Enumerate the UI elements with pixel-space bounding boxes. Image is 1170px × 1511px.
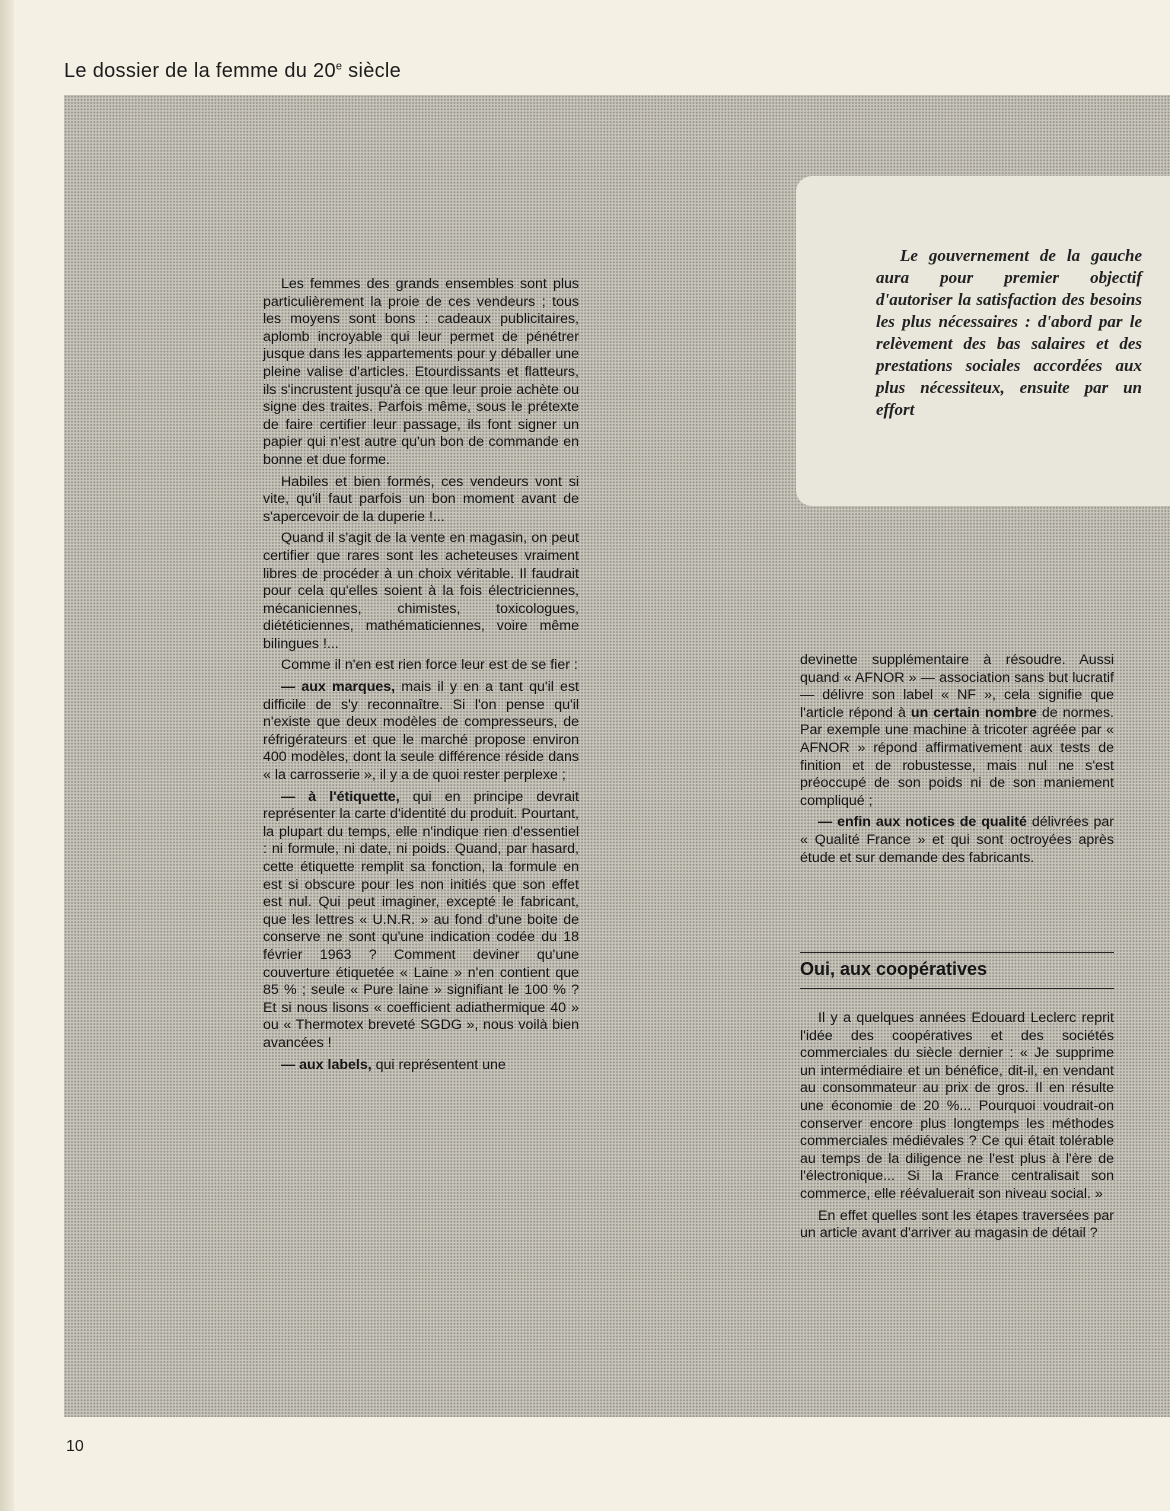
right-column-bottom <box>800 1010 1114 1247</box>
paragraph <box>263 1057 579 1075</box>
bold-lead: — aux marques, <box>281 679 396 696</box>
paragraph-text: délivrées par « Qualité France » et qui sont octroyées après étude et sur demande des fabricants. <box>800 814 1115 866</box>
right-column-top <box>800 652 1114 871</box>
paragraph <box>263 679 579 785</box>
paragraph: Comme il n'en est rien force leur est de se fier : <box>281 657 578 674</box>
header-superscript: e <box>335 60 343 73</box>
pull-quote <box>876 245 1142 421</box>
section-heading: Oui, aux coopératives <box>800 959 988 979</box>
bold-lead: — aux labels, <box>281 1056 372 1073</box>
pull-quote-text: Le gouvernement de la gauche aura pour premier objectif d'autoriser la satisfaction des besoins les plus nécessaires : d'abord par le relèvement des bas salaires et des prestations sociales accordées aux plus nécessiteux, ensuite par un effort <box>876 246 1142 419</box>
left-column <box>263 276 579 1078</box>
page-number: 10 <box>66 1438 84 1455</box>
bold-lead: — à l'étiquette, <box>281 788 400 805</box>
paragraph: Quand il s'agit de la vente en magasin, on peut certifier que rares sont les acheteuses vraiment libres de procéder à un choix véritable. Il faudrait pour cela qu'elles soient à la fois électriciennes, mécaniciennes, chimistes, toxicologues, diététiciennes, mathématiciennes, voire même bilingues !... <box>263 530 579 652</box>
paragraph-text: mais il y en a tant qu'il est difficile de s'y reconnaître. Si l'on pense qu'il n'existe que deux modèles de compresseurs, de réfrigérateurs et que le marché propose environ 400 modèles, dont la seule différence réside dans « la carrosserie », il y a de quoi rester perplexe ; <box>263 679 579 784</box>
section-rule-bottom <box>800 988 1114 989</box>
header-title: Le dossier de la femme du 20 <box>64 60 336 82</box>
paragraph <box>800 814 1114 867</box>
paragraph: Il y a quelques années Edouard Leclerc reprit l'idée des coopératives et des sociétés commerciales du siècle dernier : « Je supprime un intermédiaire et un bénéfice, dit-il, en vendant au consommateur au prix de gros. Il en résulte une économie de 20 %... Pourquoi voudrait-on conserver encore plus longtemps les méthodes commerciales médiévales ? Ce qui était tolérable au temps de la diligence ne l'est plus à l'ère de l'électronique... Si la France centralisait son commerce, elle réévaluerait son niveau social. » <box>800 1010 1114 1202</box>
header-title-end: siècle <box>342 60 402 82</box>
paragraph <box>800 652 1114 810</box>
paragraph-text: de normes. Par exemple une machine à tricoter agréée par « AFNOR » répond affirmativement aux tests de finition et de robustesse, mais nul ne s'est préoccupé de son poids ni de son maniement compliqué ; <box>800 704 1114 809</box>
paragraph-text: qui en principe devrait représenter la carte d'identité du produit. Pourtant, la plupart du temps, elle n'indique rien d'essentiel : ni formule, ni date, ni poids. Quand, par hasard, cette étiquette remplit sa fonction, la formule en est si obscure pour les non initiés que son effet est nul. Qui peut imaginer, excepté le fabricant, que les lettres « U.N.R. » au fond d'une boite de conserve ne sont qu'une indication codée du 18 février 1963 ? Comment deviner qu'une couverture étiquetée « Laine » n'en contient que 85 % ; seule « Pure laine » signifiant le 100 % ? Et si nous lisons « coefficient adiathermique 40 » ou « Thermotex breveté SGDG », nous voilà bien avancées ! <box>263 788 579 1051</box>
paragraph <box>263 789 579 1053</box>
running-header <box>64 60 401 83</box>
paragraph-text: qui représentent une <box>371 1056 506 1073</box>
page-edge <box>0 0 14 1511</box>
bold-phrase: un certain nombre <box>910 704 1037 721</box>
paragraph-text: devinette supplémentaire à résoudre. Aussi quand « AFNOR » — association sans but lucratif — délivre son label « NF », cela signifie que l'article répond à <box>800 652 1114 721</box>
paragraph: En effet quelles sont les étapes traversées par un article avant d'arriver au magasin de détail ? <box>800 1207 1114 1242</box>
paragraph: Habiles et bien formés, ces vendeurs vont si vite, qu'il faut parfois un bon moment avant de s'apercevoir de la duperie !... <box>263 473 579 525</box>
bold-lead: — enfin aux notices de qualité <box>818 814 1027 831</box>
section-rule-top <box>800 952 1114 953</box>
paragraph: Les femmes des grands ensembles sont plus particulièrement la proie de ces vendeurs ; tous les moyens sont bons : cadeaux publicitaires, aplomb incroyable qui leur permet de pénétrer jusque dans les appartements pour y déballer une pleine valise d'articles. Etourdissants et flatteurs, ils s'incrustent jusqu'à ce que leur proie achète ou signe des traites. Parfois même, sous le prétexte de faire certifier leur passage, ils font signer un papier qui n'est autre qu'un bon de commande en bonne et due forme. <box>263 276 579 468</box>
